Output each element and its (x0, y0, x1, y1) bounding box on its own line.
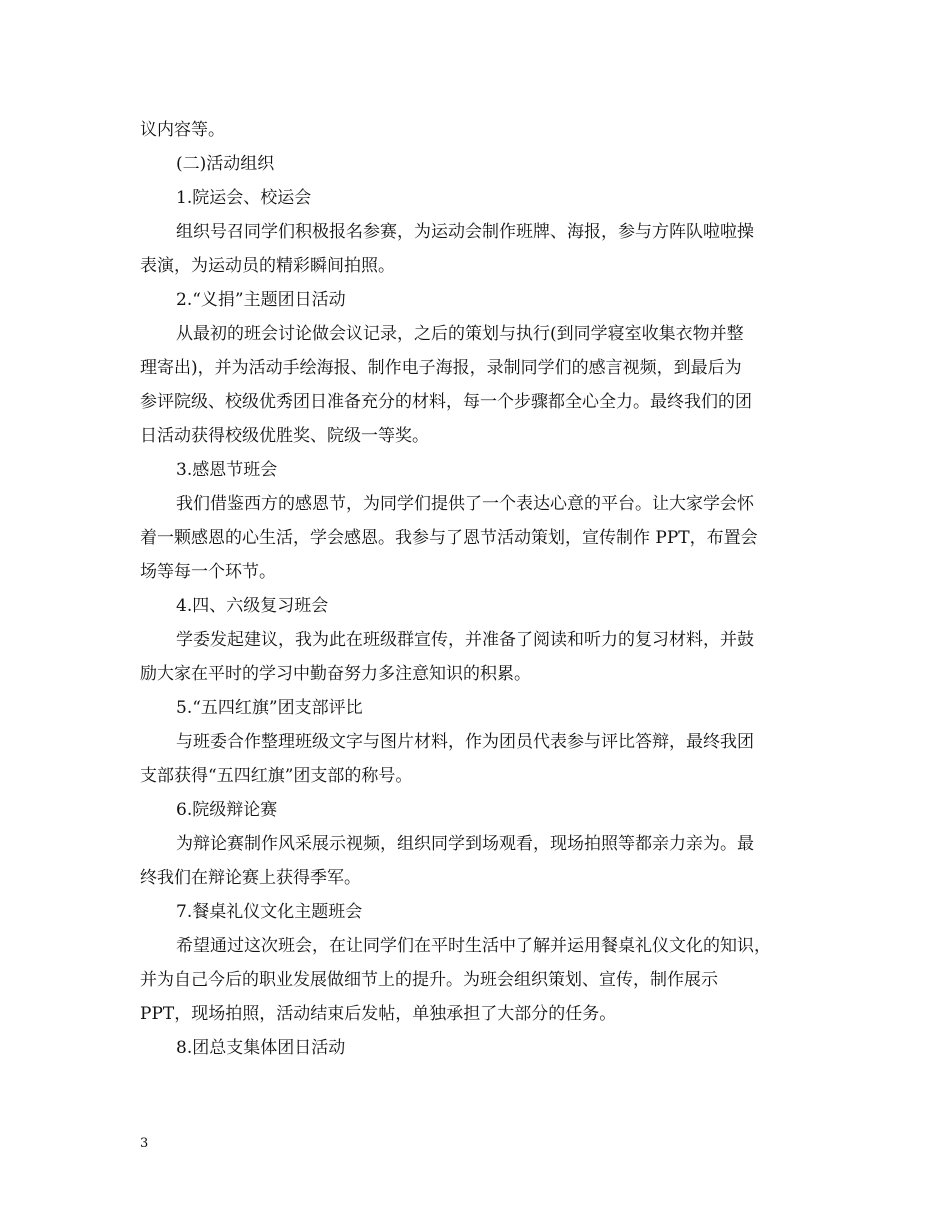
item-heading: 6.院级辩论赛 (176, 800, 278, 820)
item-heading: 1.院运会、校运会 (176, 188, 312, 208)
paragraph-line: 日活动获得校级优胜奖、院级一等奖。 (140, 426, 429, 446)
item-heading: 2.“义捐”主题团日活动 (176, 290, 346, 310)
paragraph-line: 终我们在辩论赛上获得季军。 (140, 868, 361, 888)
paragraph-line: 理寄出)，并为活动手绘海报、制作电子海报，录制同学们的感言视频，到最后为 (140, 358, 742, 378)
paragraph-line: 希望通过这次班会，在让同学们在平时生活中了解并运用餐桌礼仪文化的知识， (176, 936, 771, 956)
item-heading: 8.团总支集体团日活动 (176, 1038, 346, 1058)
item-heading: 3.感恩节班会 (176, 460, 278, 480)
paragraph-line: 支部获得“五四红旗”团支部的称号。 (140, 766, 413, 786)
item-heading: 7.餐桌礼仪文化主题班会 (176, 902, 363, 922)
item-heading: 4.四、六级复习班会 (176, 596, 329, 616)
paragraph-line: 为辩论赛制作风采展示视频，组织同学到场观看，现场拍照等都亲力亲为。最 (176, 834, 754, 854)
paragraph-line: PPT，现场拍照，活动结束后发帖，单独承担了大部分的任务。 (140, 1004, 617, 1024)
paragraph-line: 组织号召同学们积极报名参赛，为运动会制作班牌、海报，参与方阵队啦啦操 (176, 222, 754, 242)
paragraph-line: 我们借鉴西方的感恩节，为同学们提供了一个表达心意的平台。让大家学会怀 (176, 494, 754, 514)
paragraph-line: 着一颗感恩的心生活，学会感恩。我参与了恩节活动策划，宣传制作 PPT，布置会 (140, 528, 758, 548)
section-heading: (二)活动组织 (176, 154, 275, 174)
paragraph-line: 场等每一个环节。 (140, 562, 276, 582)
paragraph-line: 表演，为运动员的精彩瞬间拍照。 (140, 256, 395, 276)
paragraph-line: 从最初的班会讨论做会议记录，之后的策划与执行(到同学寝室收集衣物并整 (176, 324, 744, 344)
paragraph-line: 与班委合作整理班级文字与图片材料，作为团员代表参与评比答辩，最终我团 (176, 732, 754, 752)
paragraph-line: 并为自己今后的职业发展做细节上的提升。为班会组织策划、宣传，制作展示 (140, 970, 718, 990)
item-heading: 5.“五四红旗”团支部评比 (176, 698, 363, 718)
paragraph-line: 励大家在平时的学习中勤奋努力多注意知识的积累。 (140, 664, 531, 684)
paragraph-line: 参评院级、校级优秀团日准备充分的材料，每一个步骤都全心全力。最终我们的团 (140, 392, 752, 412)
paragraph-line: 学委发起建议，我为此在班级群宣传，并准备了阅读和听力的复习材料，并鼓 (176, 630, 754, 650)
page-number: 3 (140, 1136, 149, 1151)
paragraph-line: 议内容等。 (140, 120, 225, 140)
document-body (140, 113, 816, 1065)
